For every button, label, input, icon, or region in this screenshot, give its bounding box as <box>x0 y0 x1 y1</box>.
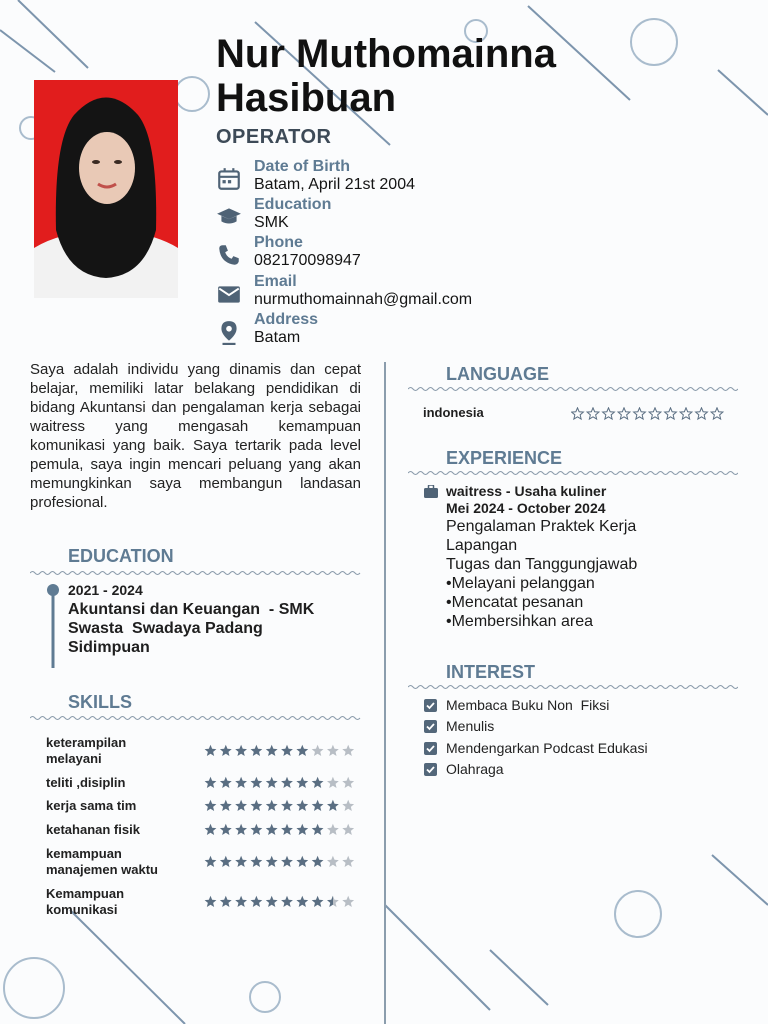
experience-line: Lapangan <box>446 537 518 554</box>
skill-name-line: teliti ,disiplin <box>46 775 126 790</box>
skill-name-line: manajemen waktu <box>46 862 158 877</box>
info-value: SMK <box>254 214 289 231</box>
star-icon <box>327 856 339 867</box>
star-icon <box>296 777 308 788</box>
skill-name <box>46 735 196 767</box>
section-divider <box>408 386 738 392</box>
skill-stars <box>204 744 357 758</box>
star-icon <box>281 856 293 867</box>
profile-photo <box>34 80 178 298</box>
envelope-icon <box>216 281 242 307</box>
info-row-birth <box>216 158 716 196</box>
skill-name <box>46 886 196 918</box>
star-icon <box>266 856 278 867</box>
skills-heading: SKILLS <box>68 692 133 712</box>
info-row-email <box>216 273 716 311</box>
star-icon <box>296 896 308 907</box>
star-icon <box>312 856 324 867</box>
star-icon <box>665 408 677 419</box>
info-label: Phone <box>254 234 303 251</box>
star-icon <box>603 408 615 419</box>
star-icon <box>342 824 354 835</box>
info-value: 082170098947 <box>254 252 361 269</box>
experience-line: •Membersihkan area <box>446 613 593 630</box>
profile-summary: Saya adalah individu yang dinamis dan cepat belajar, memiliki latar belakang pendidikan di bidang Akuntansi dan pengalaman kerja sebagai waitress yang mengasah kemampuan komunikasi yang baik. Saya tertarik pada level pemula, saya ingin mencari peluang yang akan memungkinkan saya membangun landasan profesional. <box>30 361 361 511</box>
skill-stars <box>204 823 357 837</box>
star-icon <box>312 896 324 907</box>
skill-name <box>46 846 196 878</box>
skill-name-line: keterampilan <box>46 735 127 750</box>
interest-heading: INTEREST <box>446 662 536 682</box>
star-icon <box>220 896 232 907</box>
star-icon <box>266 896 278 907</box>
star-icon <box>251 800 263 811</box>
star-icon <box>235 896 247 907</box>
skill-name-line: kemampuan <box>46 846 122 861</box>
star-icon <box>327 777 339 788</box>
interest-label: Menulis <box>446 718 495 734</box>
degree-line: Swasta Swadaya Padang <box>68 620 263 637</box>
location-pin-icon <box>216 319 242 345</box>
skill-name-line: ketahanan fisik <box>46 822 140 837</box>
interest-label: Mendengarkan Podcast Edukasi <box>446 740 648 756</box>
star-icon <box>266 777 278 788</box>
star-icon <box>220 777 232 788</box>
star-icon <box>266 745 278 756</box>
star-icon <box>296 800 308 811</box>
star-icon <box>296 856 308 867</box>
info-label: Date of Birth <box>254 158 350 175</box>
checkbox-icon <box>424 742 437 755</box>
star-icon <box>327 745 339 756</box>
star-icon <box>296 824 308 835</box>
star-rating <box>204 776 357 790</box>
star-rating <box>204 823 357 837</box>
education-degree <box>68 600 368 657</box>
info-label: Email <box>254 273 297 290</box>
star-icon <box>205 777 217 788</box>
info-value: Batam, April 21st 2004 <box>254 176 415 193</box>
experience-line: •Mencatat pesanan <box>446 594 584 611</box>
section-divider <box>30 715 361 721</box>
skill-name <box>46 822 196 838</box>
phone-icon <box>216 242 242 268</box>
info-value: nurmuthomainnah@gmail.com <box>254 291 473 308</box>
star-icon <box>220 856 232 867</box>
checkbox-icon <box>424 763 437 776</box>
star-icon <box>572 408 584 419</box>
star-icon <box>251 896 263 907</box>
star-icon <box>680 408 692 419</box>
star-icon <box>235 777 247 788</box>
info-row-education <box>216 196 716 234</box>
star-icon <box>342 800 354 811</box>
star-icon <box>251 745 263 756</box>
experience-period: Mei 2024 - October 2024 <box>446 500 606 516</box>
star-icon <box>342 745 354 756</box>
interest-label: Membaca Buku Non Fiksi <box>446 697 610 713</box>
section-divider <box>408 684 738 690</box>
star-icon <box>220 800 232 811</box>
skill-name-line: komunikasi <box>46 902 118 917</box>
education-period: 2021 - 2024 <box>68 582 143 598</box>
star-icon <box>220 824 232 835</box>
star-rating <box>204 799 357 813</box>
experience-line: Pengalaman Praktek Kerja <box>446 518 637 535</box>
info-label: Address <box>254 311 319 328</box>
star-icon <box>205 856 217 867</box>
star-icon <box>312 824 324 835</box>
star-icon <box>327 824 339 835</box>
star-icon <box>281 777 293 788</box>
star-icon <box>649 408 661 419</box>
skill-stars <box>204 895 357 909</box>
star-icon <box>342 777 354 788</box>
star-rating <box>571 407 726 421</box>
star-icon <box>205 745 217 756</box>
star-icon <box>205 800 217 811</box>
star-icon <box>342 856 354 867</box>
checkbox-icon <box>424 699 437 712</box>
info-value: Batam <box>254 329 301 346</box>
star-icon <box>711 408 723 419</box>
star-icon <box>312 745 324 756</box>
star-icon <box>327 896 339 907</box>
star-icon <box>235 856 247 867</box>
experience-role: waitress - Usaha kuliner <box>446 483 607 499</box>
job-title: OPERATOR <box>216 126 332 148</box>
star-icon <box>205 896 217 907</box>
star-icon <box>281 896 293 907</box>
candidate-name <box>216 32 736 120</box>
experience-details <box>446 517 637 631</box>
section-divider <box>408 470 738 476</box>
info-label: Education <box>254 196 332 213</box>
degree-line: Akuntansi dan Keuangan - SMK <box>68 601 315 618</box>
skill-name-line: melayani <box>46 751 102 766</box>
star-rating <box>204 895 357 909</box>
skill-stars <box>204 799 357 813</box>
skill-name-line: kerja sama tim <box>46 798 137 813</box>
star-icon <box>220 745 232 756</box>
education-heading: EDUCATION <box>68 546 174 566</box>
star-icon <box>281 824 293 835</box>
star-icon <box>281 745 293 756</box>
experience-heading: EXPERIENCE <box>446 448 563 468</box>
experience-line: •Melayani pelanggan <box>446 575 595 592</box>
star-icon <box>618 408 630 419</box>
skill-name-line: Kemampuan <box>46 886 125 901</box>
skill-stars <box>204 776 357 790</box>
star-icon <box>312 777 324 788</box>
experience-line: Tugas dan Tanggungjawab <box>446 556 638 573</box>
skill-name <box>46 798 196 814</box>
info-row-address <box>216 311 716 349</box>
star-icon <box>296 745 308 756</box>
skill-name <box>46 775 196 791</box>
language-stars <box>571 407 726 421</box>
name-line-1: Nur Muthomainna <box>216 32 556 76</box>
star-icon <box>281 800 293 811</box>
briefcase-icon <box>424 485 438 498</box>
timeline-marker <box>45 584 61 668</box>
name-line-2: Hasibuan <box>216 76 397 120</box>
star-icon <box>312 800 324 811</box>
interest-label: Olahraga <box>446 761 504 777</box>
info-row-phone <box>216 234 716 272</box>
star-icon <box>235 800 247 811</box>
skill-stars <box>204 855 357 869</box>
graduation-cap-icon <box>216 204 242 230</box>
star-icon <box>205 824 217 835</box>
star-icon <box>266 824 278 835</box>
star-icon <box>327 800 339 811</box>
calendar-icon <box>216 166 242 192</box>
star-icon <box>696 408 708 419</box>
star-rating <box>204 744 357 758</box>
star-rating <box>204 855 357 869</box>
star-icon <box>342 896 354 907</box>
star-icon <box>235 824 247 835</box>
star-icon <box>251 824 263 835</box>
star-icon <box>266 800 278 811</box>
star-icon <box>251 777 263 788</box>
section-divider <box>30 570 361 576</box>
checkbox-icon <box>424 720 437 733</box>
star-icon <box>587 408 599 419</box>
degree-line: Sidimpuan <box>68 639 150 656</box>
language-name: indonesia <box>423 405 484 420</box>
star-icon <box>235 745 247 756</box>
star-icon <box>251 856 263 867</box>
language-heading: LANGUAGE <box>446 364 549 384</box>
star-icon <box>634 408 646 419</box>
